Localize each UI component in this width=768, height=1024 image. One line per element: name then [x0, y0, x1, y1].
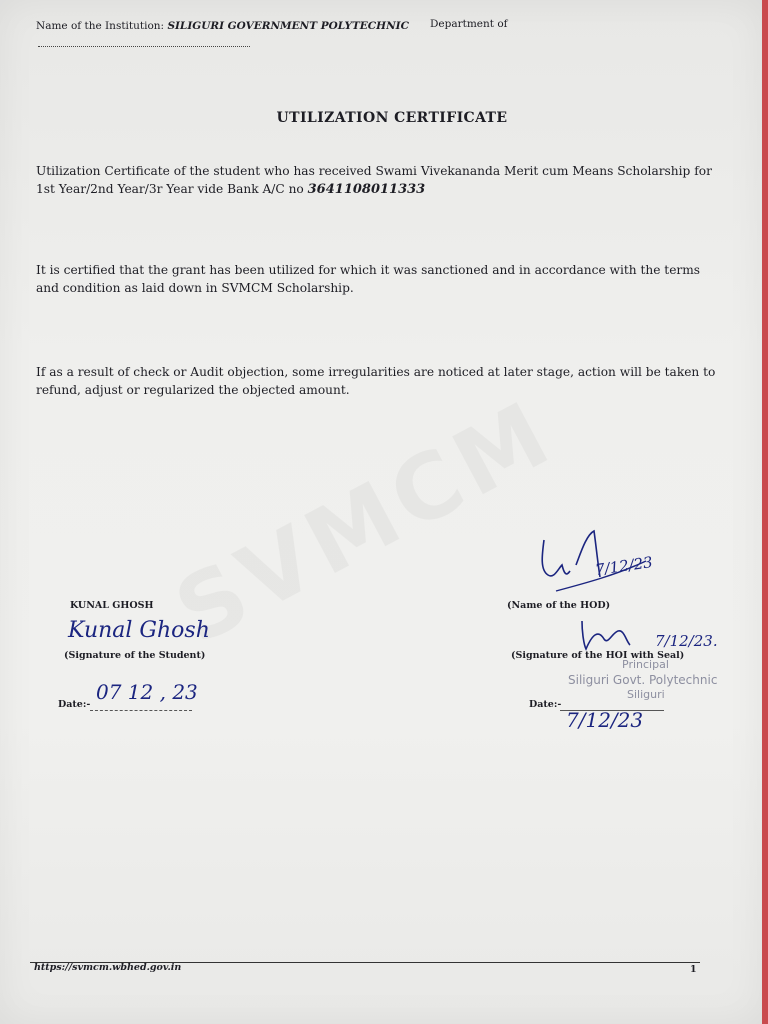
hoi-signature-label: (Signature of the HOI with Seal) — [511, 650, 685, 661]
hoi-handwritten-date-2: 7/12/23 — [566, 708, 644, 732]
hoi-signature-scribble — [578, 615, 658, 655]
document-title: UTILIZATION CERTIFICATE — [276, 110, 508, 126]
seal-line-city: Siliguri — [627, 688, 665, 701]
bank-account-number: 3641108011333 — [307, 182, 426, 197]
student-handwritten-date: 07 12 , 23 — [96, 680, 198, 704]
institution-line — [36, 20, 409, 32]
hoi-date-label: Date:- — [529, 699, 562, 710]
institution-name: SILIGURI GOVERNMENT POLYTECHNIC — [167, 20, 409, 32]
institution-label: Name of the Institution: — [36, 20, 165, 32]
student-date-label: Date:- — [58, 699, 91, 710]
hoi-handwritten-date: 7/12/23. — [655, 632, 718, 650]
footer-url: https://svmcm.wbhed.gov.in — [34, 962, 182, 973]
seal-line-principal: Principal — [622, 658, 669, 671]
watermark — [159, 380, 570, 665]
student-name: KUNAL GHOSH — [70, 600, 154, 611]
student-date-line — [90, 710, 192, 711]
paragraph-scholarship — [36, 162, 716, 199]
student-handwritten-signature: Kunal Ghosh — [68, 618, 210, 643]
hod-name-label: (Name of the HOD) — [507, 600, 611, 611]
paragraph-scholarship-text: Utilization Certificate of the student who has received Swami Vivekananda Merit cum Means Scholarship for 1st Year/2nd Year/3r Year vide Bank A/C no — [36, 164, 712, 196]
paragraph-audit: If as a result of check or Audit objection, some irregularities are noticed at later stage, action will be taken to refund, adjust or regularized the objected amount. — [36, 365, 716, 397]
page-number: 1 — [690, 964, 697, 975]
paragraph-certification: It is certified that the grant has been utilized for which it was sanctioned and in accordance with the terms and condition as laid down in SVMCM Scholarship. — [36, 263, 701, 295]
hod-handwritten-date: 7/12/23 — [594, 553, 654, 579]
seal-line-institution: Siliguri Govt. Polytechnic — [568, 673, 718, 687]
student-signature-label: (Signature of the Student) — [64, 650, 206, 661]
institution-dotted-line — [38, 40, 250, 47]
department-label: Department of — [430, 18, 508, 30]
